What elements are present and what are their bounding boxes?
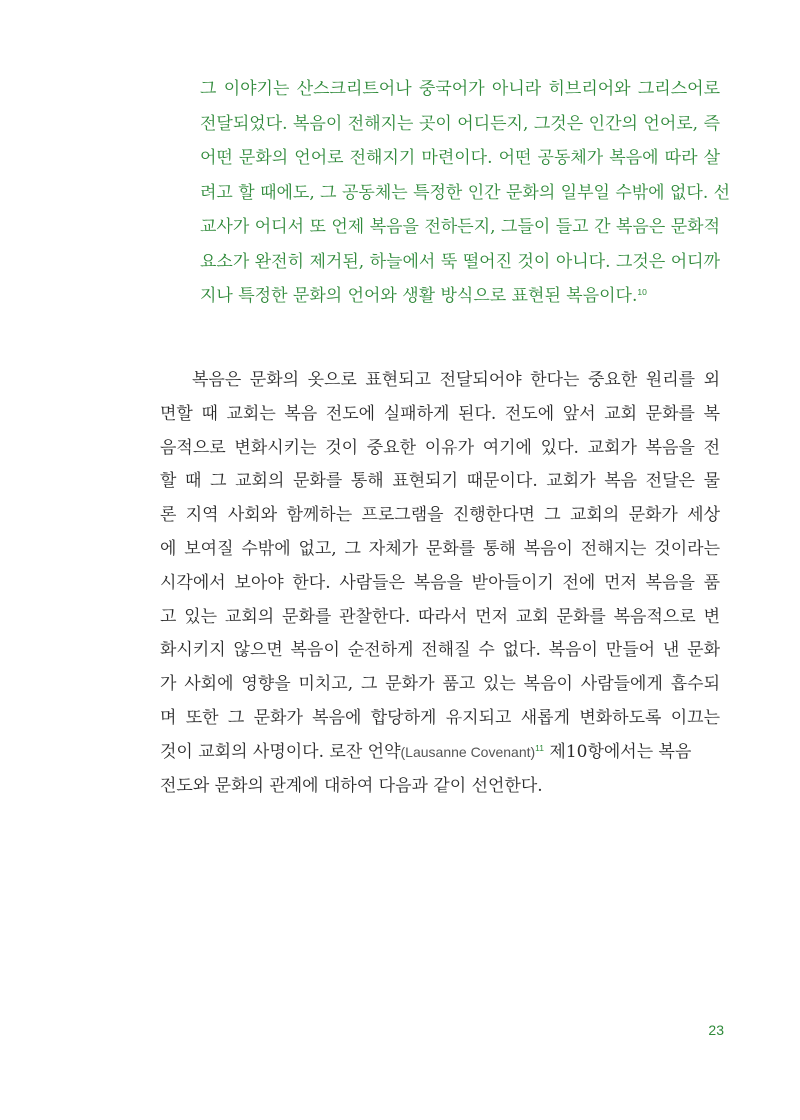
body-line: 가 사회에 영향을 미치고, 그 문화가 품고 있는 복음이 사람들에게 흡수되 bbox=[160, 674, 720, 695]
footnote-ref-11: 11 bbox=[535, 742, 544, 753]
body-line: 할 때 그 교회의 문화를 통해 표현되기 때문이다. 교회가 복음 전달은 물 bbox=[160, 471, 720, 492]
quote-line: 려고 할 때에도, 그 공동체는 특정한 인간 문화의 일부일 수밖에 없다. 선 bbox=[200, 182, 731, 203]
quote-line: 그 이야기는 산스크리트어나 중국어가 아니라 히브리어와 그리스어로 bbox=[200, 79, 720, 99]
quote-line: 어떤 문화의 언어로 전해지기 마련이다. 어떤 공동체가 복음에 따라 살 bbox=[200, 148, 720, 168]
body-paragraph bbox=[160, 364, 720, 803]
quote-last-line bbox=[200, 279, 720, 314]
lausanne-covenant-term: (Lausanne Covenant) bbox=[400, 743, 536, 760]
body-line-text: 제10항에서는 복음 bbox=[544, 741, 692, 762]
quote-line: 교사가 어디서 또 언제 복음을 전하든지, 그들이 들고 간 복음은 문화적 bbox=[200, 217, 720, 237]
body-line-with-citation bbox=[160, 736, 720, 770]
body-line: 며 또한 그 문화가 복음에 합당하게 유지되고 새롭게 변화하도록 이끄는 bbox=[160, 707, 720, 728]
body-last-line: 전도와 문화의 관계에 대하여 다음과 같이 선언한다. bbox=[160, 775, 543, 796]
block-quote bbox=[200, 72, 731, 314]
body-line-text: 것이 교회의 사명이다. 로잔 언약 bbox=[160, 741, 401, 762]
body-line: 시각에서 보아야 한다. 사람들은 복음을 받아들이기 전에 먼저 복음을 품 bbox=[160, 572, 720, 593]
quote-line: 요소가 완전히 제거된, 하늘에서 뚝 떨어진 것이 아니다. 그것은 어디까 bbox=[200, 251, 720, 272]
body-line: 론 지역 사회와 함께하는 프로그램을 진행한다면 그 교회의 문화가 세상 bbox=[160, 505, 720, 526]
quote-line: 전달되었다. 복음이 전해지는 곳이 어디든지, 그것은 인간의 언어로, 즉 bbox=[200, 113, 720, 134]
body-line: 복음은 문화의 옷으로 표현되고 전달되어야 한다는 중요한 원리를 외 bbox=[192, 370, 720, 390]
page-number: 23 bbox=[708, 1022, 724, 1038]
body-line: 고 있는 교회의 문화를 관찰한다. 따라서 먼저 교회 문화를 복음적으로 변 bbox=[160, 606, 720, 627]
body-line: 화시키지 않으면 복음이 순전하게 전해질 수 없다. 복음이 만들어 낸 문화 bbox=[160, 640, 720, 661]
body-line: 음적으로 변화시키는 것이 중요한 이유가 여기에 있다. 교회가 복음을 전 bbox=[160, 437, 720, 458]
body-line: 에 보여질 수밖에 없고, 그 자체가 문화를 통해 복음이 전해지는 것이라는 bbox=[160, 538, 720, 559]
footnote-ref-10: 10 bbox=[637, 287, 647, 297]
body-line: 면할 때 교회는 복음 전도에 실패하게 된다. 전도에 앞서 교회 문화를 복 bbox=[160, 403, 720, 424]
quote-line-text: 지나 특정한 문화의 언어와 생활 방식으로 표현된 복음이다. bbox=[200, 286, 638, 306]
